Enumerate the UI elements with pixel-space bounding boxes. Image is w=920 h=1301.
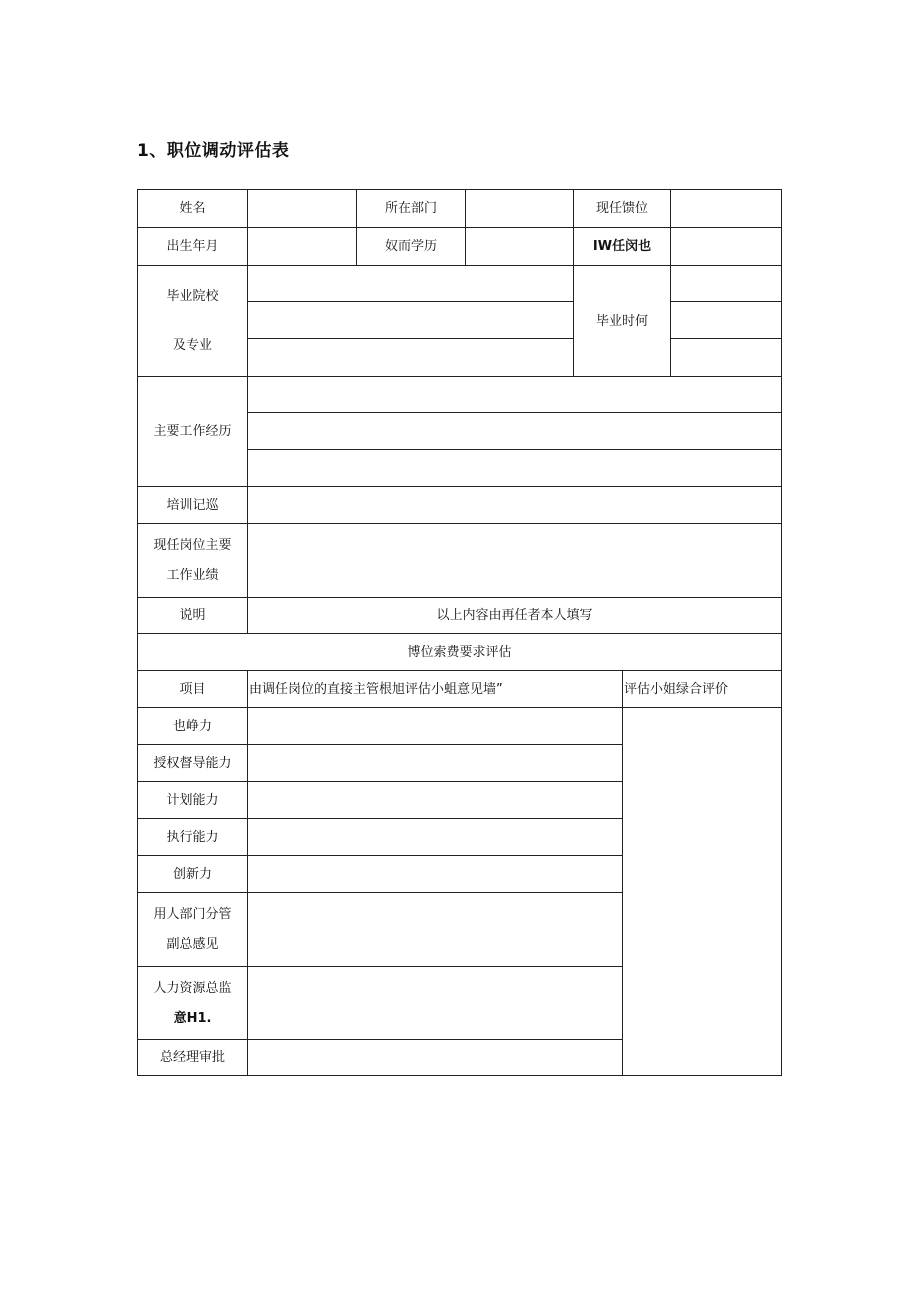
ability-field[interactable] (247, 707, 623, 745)
grad-time-field-3[interactable] (670, 338, 782, 377)
dept-field[interactable] (465, 189, 574, 228)
overall-evaluation-field[interactable] (622, 707, 782, 1076)
innovation-field[interactable] (247, 855, 623, 893)
grad-time-field-2[interactable] (670, 301, 782, 339)
delegation-label: 授权督导能力 (137, 744, 248, 782)
gm-approval-field[interactable] (247, 1039, 623, 1076)
hr-director-field[interactable] (247, 966, 623, 1040)
training-label: 培训记巡 (137, 486, 248, 524)
education-label: 奴而学历 (356, 227, 466, 266)
school-label (137, 265, 248, 377)
dept-label: 所在部门 (356, 189, 466, 228)
education-field[interactable] (465, 227, 574, 266)
ability-label: 也峥力 (137, 707, 248, 745)
grad-time-field-1[interactable] (670, 265, 782, 302)
dept-vp-line1: 用人部门分管 (153, 906, 232, 922)
note-text: 以上内容由再任者本人填写 (247, 597, 782, 634)
work-history-label: 主要工作经历 (137, 376, 248, 487)
school-label-line1: 毕业院校 (166, 289, 219, 304)
gm-approval-label: 总经理审批 (137, 1039, 248, 1076)
tenure-label: IW任闵也 (573, 227, 671, 266)
item-header: 项目 (137, 670, 248, 708)
supervisor-header: 由调任岗位的直接主管根旭评估小蛆意见墙” (247, 670, 623, 708)
planning-field[interactable] (247, 781, 623, 819)
achievements-label (137, 523, 248, 598)
delegation-field[interactable] (247, 744, 623, 782)
grad-time-label: 毕业时何 (573, 265, 671, 377)
execution-field[interactable] (247, 818, 623, 856)
work-history-field-1[interactable] (247, 376, 782, 413)
note-label: 说明 (137, 597, 248, 634)
page-title: 1、职位调动评估表 (137, 141, 290, 161)
training-field[interactable] (247, 486, 782, 524)
tenure-field[interactable] (670, 227, 782, 266)
execution-label: 执行能力 (137, 818, 248, 856)
achievements-field[interactable] (247, 523, 782, 598)
dept-vp-line2: 副总感见 (166, 937, 219, 953)
achievements-label-line1: 现任岗位主要 (153, 537, 232, 553)
school-field-2[interactable] (247, 301, 574, 339)
achievements-label-line2: 工作业绩 (166, 568, 219, 584)
work-history-field-2[interactable] (247, 412, 782, 450)
evaluation-section-title: 博位索费要求评估 (137, 633, 782, 671)
current-position-label: 现任馈位 (573, 189, 671, 228)
birth-field[interactable] (247, 227, 357, 266)
hr-director-label (137, 966, 248, 1040)
birth-label: 出生年月 (137, 227, 248, 266)
overall-header: 评估小姐绿合评价 (622, 670, 782, 708)
hr-line2: 意H1. (173, 1010, 212, 1026)
current-position-field[interactable] (670, 189, 782, 228)
transfer-evaluation-form (137, 189, 782, 1076)
school-field-1[interactable] (247, 265, 574, 302)
dept-vp-label (137, 892, 248, 967)
name-field[interactable] (247, 189, 357, 228)
name-label: 姓名 (137, 189, 248, 228)
work-history-field-3[interactable] (247, 449, 782, 487)
school-label-line2: 及专业 (172, 338, 212, 353)
planning-label: 计划能力 (137, 781, 248, 819)
innovation-label: 创新力 (137, 855, 248, 893)
dept-vp-field[interactable] (247, 892, 623, 967)
hr-line1: 人力资源总监 (153, 980, 232, 996)
school-field-3[interactable] (247, 338, 574, 377)
